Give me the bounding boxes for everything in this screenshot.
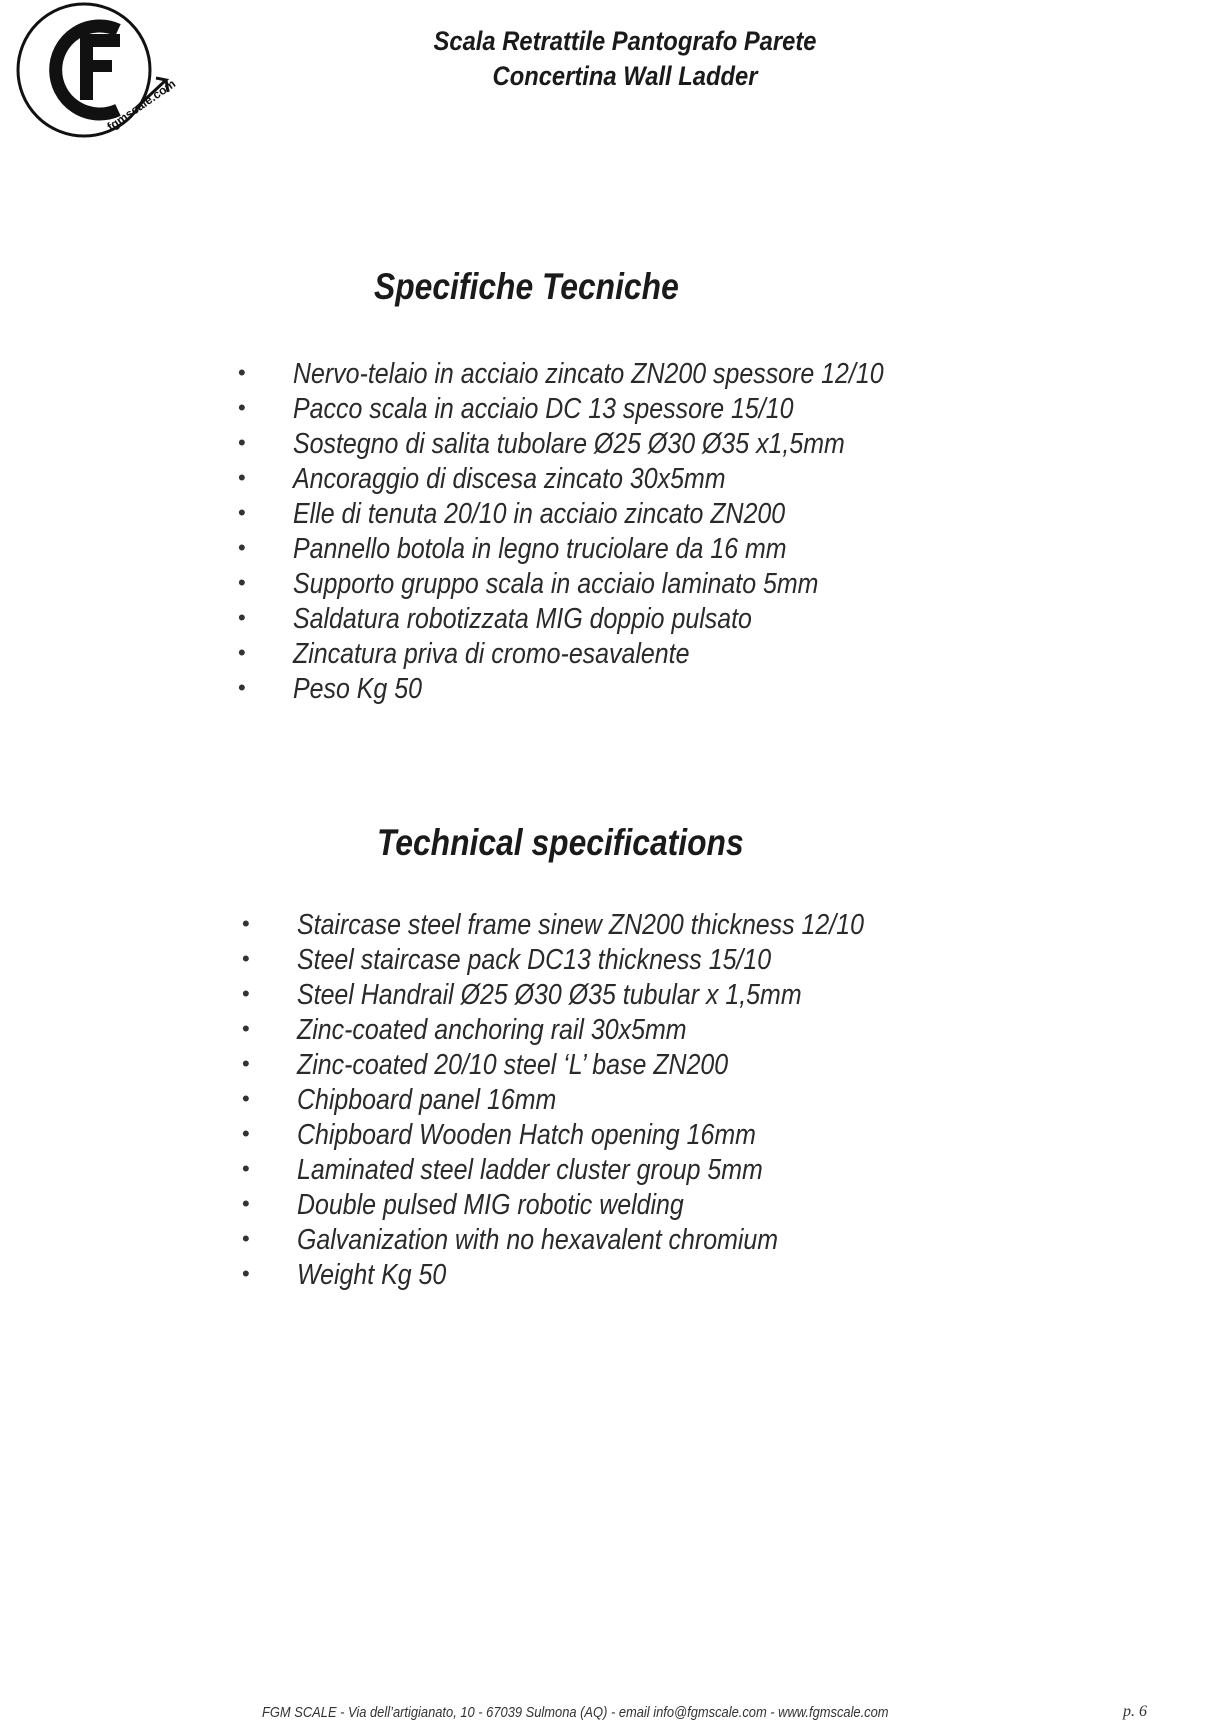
- spec-text: Peso Kg 50: [293, 673, 422, 705]
- bullet-icon: •: [238, 430, 246, 455]
- bullet-icon: •: [238, 500, 246, 525]
- footer-address: FGM SCALE - Via dell’artigianato, 10 - 67039 Sulmona (AQ) - email info@fgmscale.com - www.fgmscale.com: [262, 1704, 889, 1721]
- spec-text: Steel Handrail Ø25 Ø30 Ø35 tubular x 1,5mm: [297, 979, 802, 1011]
- spec-text: Galvanization with no hexavalent chromium: [297, 1224, 779, 1256]
- spec-text: Weight Kg 50: [297, 1259, 447, 1291]
- bullet-icon: •: [238, 465, 246, 490]
- document-header: [409, 24, 840, 94]
- spec-text: Elle di tenuta 20/10 in acciaio zincato ZN200: [293, 498, 786, 530]
- spec-text: Chipboard Wooden Hatch opening 16mm: [297, 1119, 756, 1151]
- bullet-icon: •: [238, 570, 246, 595]
- spec-text: Zinc-coated 20/10 steel ‘L’ base ZN200: [297, 1049, 729, 1081]
- english-heading: Technical specifications: [377, 822, 744, 863]
- bullet-icon: •: [242, 911, 250, 936]
- bullet-icon: •: [242, 1261, 250, 1286]
- header-line-1: Scala Retrattile Pantografo Parete: [433, 26, 817, 56]
- spec-text: Zincatura priva di cromo-esavalente: [293, 638, 690, 670]
- spec-text: Steel staircase pack DC13 thickness 15/10: [297, 944, 772, 976]
- spec-text: Double pulsed MIG robotic welding: [297, 1189, 684, 1221]
- bullet-icon: •: [238, 675, 246, 700]
- bullet-icon: •: [238, 360, 246, 385]
- spec-text: Staircase steel frame sinew ZN200 thickness 12/10: [297, 909, 864, 941]
- spec-text: Nervo-telaio in acciaio zincato ZN200 spessore 12/10: [293, 358, 884, 390]
- spec-text: Pacco scala in acciaio DC 13 spessore 15/10: [293, 393, 794, 425]
- spec-text: Chipboard panel 16mm: [297, 1084, 557, 1116]
- spec-text: Ancoraggio di discesa zincato 30x5mm: [293, 463, 726, 495]
- bullet-icon: •: [242, 981, 250, 1006]
- bullet-icon: •: [242, 1156, 250, 1181]
- spec-text: Zinc-coated anchoring rail 30x5mm: [297, 1014, 687, 1046]
- bullet-icon: •: [242, 1086, 250, 1111]
- bullet-icon: •: [238, 640, 246, 665]
- bullet-icon: •: [242, 1226, 250, 1251]
- bullet-icon: •: [238, 395, 246, 420]
- spec-text: Pannello botola in legno truciolare da 16 mm: [293, 533, 787, 565]
- italian-heading: Specifiche Tecniche: [374, 266, 679, 307]
- fgm-logo-icon: [16, 0, 179, 140]
- bullet-icon: •: [242, 1016, 250, 1041]
- page-number: p. 6: [1123, 1703, 1147, 1720]
- bullet-icon: •: [242, 1191, 250, 1216]
- spec-text: Supporto gruppo scala in acciaio laminato 5mm: [293, 568, 819, 600]
- spec-text: Laminated steel ladder cluster group 5mm: [297, 1154, 763, 1186]
- bullet-icon: •: [238, 605, 246, 630]
- logo-text: fgmscale.com: [104, 76, 179, 134]
- bullet-icon: •: [242, 946, 250, 971]
- bullet-icon: •: [242, 1121, 250, 1146]
- bullet-icon: •: [242, 1051, 250, 1076]
- spec-text: Sostegno di salita tubolare Ø25 Ø30 Ø35 x1,5mm: [293, 428, 845, 460]
- header-line-2: Concertina Wall Ladder: [492, 61, 758, 91]
- spec-text: Saldatura robotizzata MIG doppio pulsato: [293, 603, 752, 635]
- bullet-icon: •: [238, 535, 246, 560]
